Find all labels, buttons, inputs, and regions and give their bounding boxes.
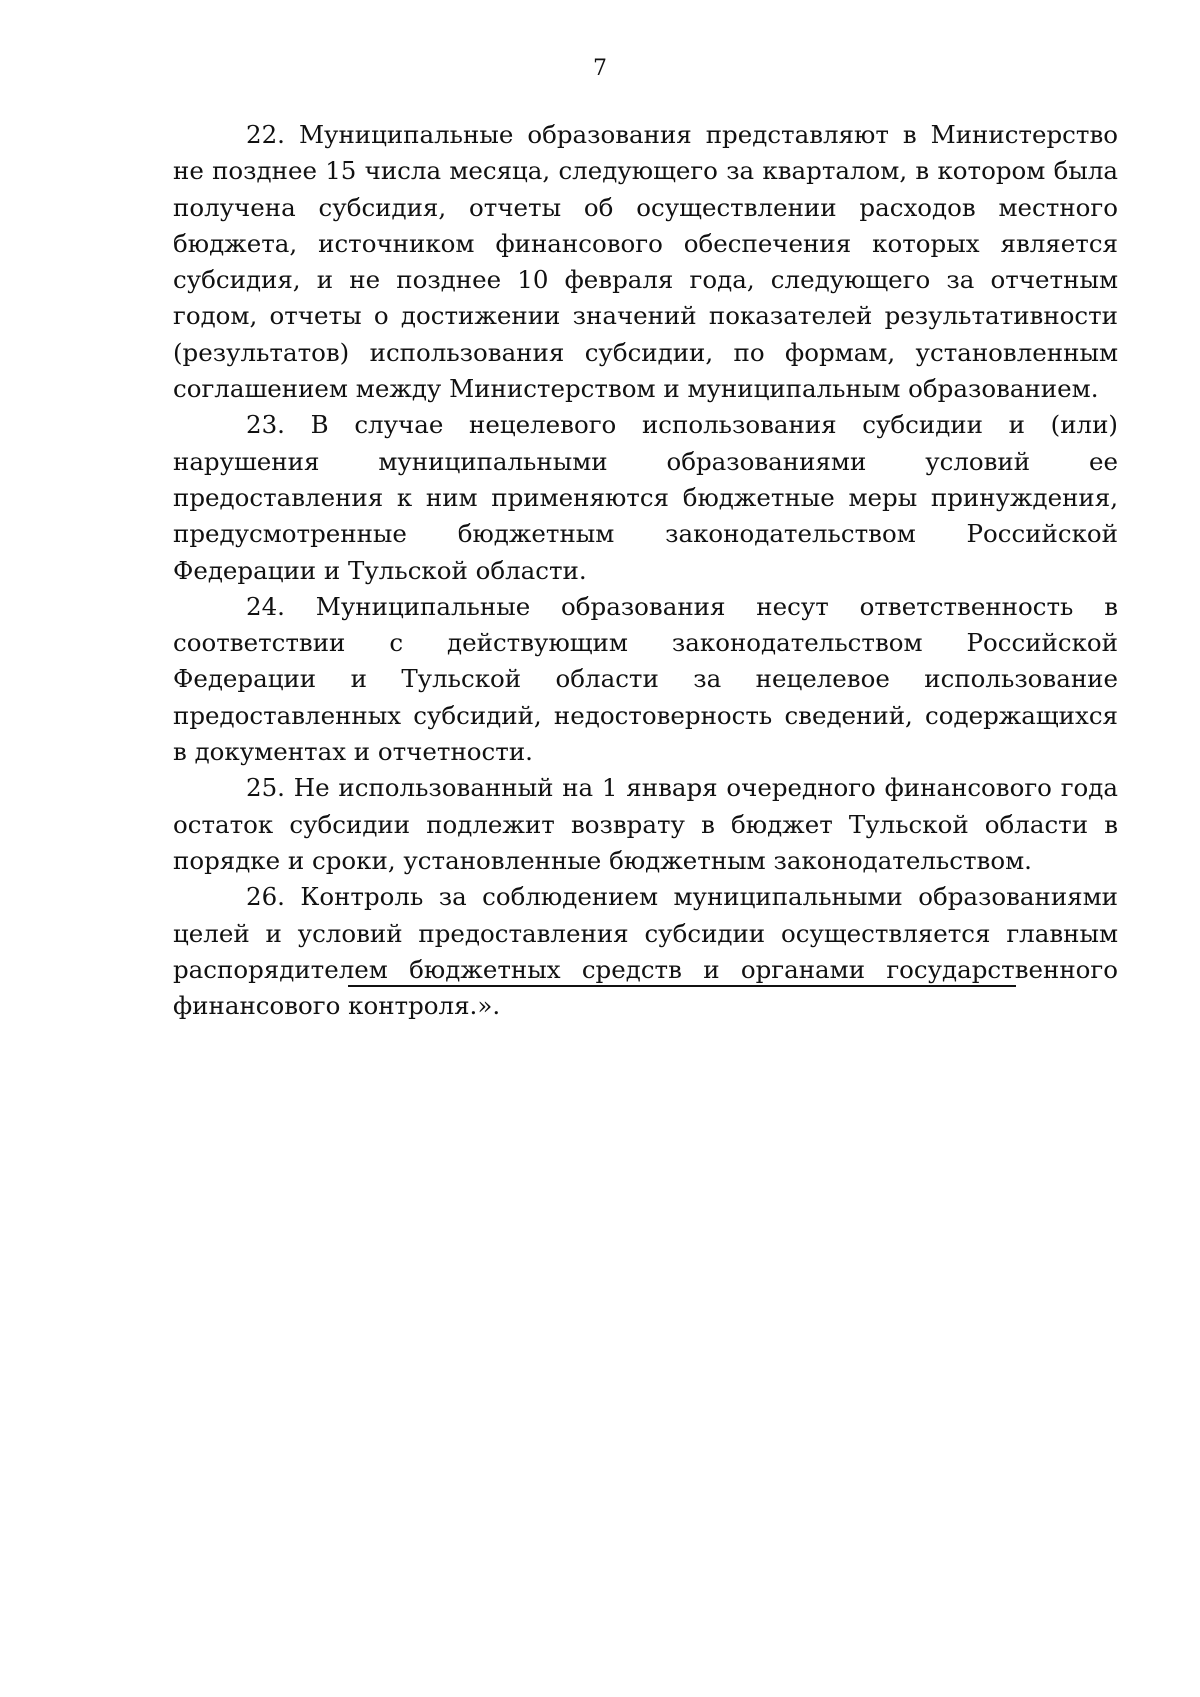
paragraph-25: 25. Не использованный на 1 января очередного финансового года остаток субсидии подлежит возврату в бюджет Тульской области в порядке и сроки, установленные бюджетным законодательством. [173,773,1118,875]
document-body [173,117,1118,1024]
paragraph-23: 23. В случае нецелевого использования субсидии и (или) нарушения муниципальными образованиями условий ее предоставления к ним применяются бюджетные меры принуждения, предусмотренные бюджетным законодательством Российской Федерации и Тульской области. [173,410,1118,585]
paragraph-22: 22. Муниципальные образования представляют в Министерство не позднее 15 числа месяца, следующего за кварталом, в котором была получена субсидия, отчеты об осуществлении расходов местного бюджета, источником финансового обеспечения которых является субсидия, и не позднее 10 февраля года, следующего за отчетным годом, отчеты о достижении значений показателей результативности (результатов) использования субсидии, по формам, установленным соглашением между Министерством и муниципальным образованием. [173,120,1118,404]
paragraph-26: 26. Контроль за соблюдением муниципальными образованиями целей и условий предоставления субсидии осуществляется главным распорядителем бюджетных средств и органами государственного финансового контроля.». [173,882,1118,1021]
closing-divider-line [348,985,1016,987]
page-number: 7 [593,56,607,81]
paragraph-24: 24. Муниципальные образования несут ответственность в соответствии с действующим законодательством Российской Федерации и Тульской области за нецелевое использование предоставленных субсидий, недостоверность сведений, содержащихся в документах и отчетности. [173,591,1118,767]
